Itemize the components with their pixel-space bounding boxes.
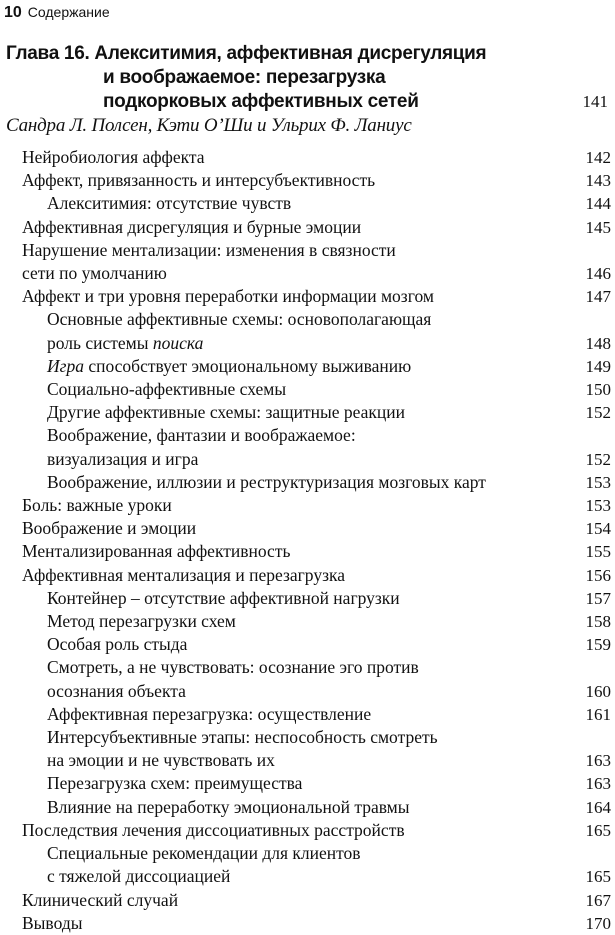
- toc-entry: [0, 494, 615, 517]
- toc-page-number: 165: [585, 867, 611, 887]
- toc-page-number: 163: [585, 751, 611, 771]
- toc-entry-title-cont: [47, 332, 615, 355]
- toc-entry-title: Последствия лечения диссоциативных расстройств: [22, 819, 405, 840]
- toc-entry-title: Нейробиология аффекта: [22, 147, 205, 167]
- toc-list: [0, 146, 615, 935]
- toc-entry-title: [47, 355, 615, 378]
- toc-entry: [0, 169, 615, 192]
- toc-page-number: 167: [585, 890, 611, 910]
- toc-entry-title: Метод перезагрузки схем: [47, 611, 236, 632]
- toc-entry-title: Аффект, привязанность и интерсубъективность: [22, 170, 376, 191]
- toc-entry: [0, 146, 615, 169]
- toc-entry: [0, 889, 615, 912]
- toc-entry-title-cont: сети по умолчанию: [22, 263, 167, 284]
- toc-entry: [0, 192, 615, 215]
- toc-entry-title-cont: на эмоции и не чувствовать их: [47, 750, 275, 771]
- toc-entry: [0, 633, 615, 656]
- toc-entry: [0, 587, 615, 610]
- toc-entry-title: Особая роль стыда: [47, 634, 188, 655]
- section-title: Содержание: [27, 4, 110, 20]
- toc-entry: [0, 796, 615, 819]
- toc-entry: [0, 610, 615, 633]
- toc-entry: [0, 239, 615, 285]
- toc-entry-italic: поиска: [152, 332, 204, 353]
- toc-entry-title: Ментализированная аффективность: [22, 541, 291, 562]
- toc-page-number: 170: [585, 913, 611, 933]
- toc-entry: [0, 819, 615, 842]
- toc-entry-title: Аффективная перезагрузка: осуществление: [47, 703, 372, 724]
- toc-page-number: 142: [585, 148, 611, 167]
- toc-entry: [0, 471, 615, 494]
- toc-page-number: 154: [585, 519, 611, 539]
- chapter-page-number: 141: [582, 92, 608, 111]
- toc-entry: [0, 285, 615, 308]
- toc-entry-title: Воображение, фантазии и воображаемое:: [47, 425, 356, 446]
- toc-entry: [0, 912, 615, 935]
- toc-page-number: 161: [585, 704, 611, 724]
- toc-entry-title-cont: осознания объекта: [47, 680, 186, 701]
- toc-entry-title: Смотреть, а не чувствовать: осознание эго против: [47, 657, 419, 678]
- chapter-title-line: Глава 16. Алекситимия, аффективная дисрегуляция: [6, 43, 487, 64]
- toc-entry-text: роль системы: [47, 332, 149, 353]
- toc-page-number: 144: [585, 194, 611, 214]
- toc-entry-title: Клинический случай: [22, 889, 179, 910]
- toc-entry-title-cont: визуализация и игра: [47, 448, 199, 469]
- toc-entry-title: Интерсубъективные этапы: неспособность смотреть: [47, 727, 438, 748]
- chapter-title-line: [6, 90, 610, 114]
- toc-entry-title-cont: с тяжелой диссоциацией: [47, 866, 231, 887]
- toc-entry: [0, 308, 615, 354]
- toc-entry: [0, 726, 615, 772]
- toc-page-number: 158: [585, 612, 611, 632]
- toc-entry-title: Влияние на переработку эмоциональной травмы: [47, 796, 410, 817]
- toc-page-number: 148: [585, 333, 611, 353]
- toc-entry: [0, 401, 615, 424]
- chapter-title-line: и воображаемое: перезагрузка: [103, 67, 386, 88]
- toc-entry-title: Воображение и эмоции: [22, 518, 197, 539]
- toc-entry-title: Выводы: [22, 912, 83, 933]
- toc-entry: [0, 517, 615, 540]
- toc-page-number: 157: [585, 588, 611, 608]
- toc-page-number: 165: [585, 820, 611, 840]
- toc-page-number: 155: [585, 542, 611, 562]
- toc-entry-title: Алекситимия: отсутствие чувств: [47, 193, 292, 214]
- toc-entry: [0, 564, 615, 587]
- toc-entry-title: Основные аффективные схемы: основополагающая: [47, 309, 432, 330]
- running-head: [4, 0, 110, 24]
- toc-page-number: 145: [585, 217, 611, 237]
- toc-entry-title: Аффект и три уровня переработки информации мозгом: [22, 286, 434, 307]
- toc-entry: [0, 378, 615, 401]
- chapter-title-text: подкорковых аффективных сетей: [103, 91, 419, 112]
- chapter-heading: [6, 42, 610, 114]
- toc-page-number: 156: [585, 565, 611, 585]
- toc-page-number: 149: [585, 356, 611, 376]
- toc-entry-title: Перезагрузка схем: преимущества: [47, 773, 303, 794]
- toc-entry-title: Воображение, иллюзии и реструктуризация мозговых карт: [47, 471, 486, 492]
- toc-entry-title: Аффективная ментализация и перезагрузка: [22, 564, 345, 585]
- toc-page-number: 153: [585, 472, 611, 492]
- toc-entry: [0, 216, 615, 239]
- toc-page-number: 152: [585, 403, 611, 423]
- toc-page-number: 147: [585, 287, 611, 307]
- toc-page-number: 159: [585, 635, 611, 655]
- toc-page-number: 163: [585, 774, 611, 794]
- toc-page-number: 143: [585, 171, 611, 191]
- toc-entry-title: Нарушение ментализации: изменения в связности: [22, 239, 396, 260]
- toc-page-number: 160: [585, 681, 611, 701]
- toc-entry-title: Аффективная дисрегуляция и бурные эмоции: [22, 216, 362, 237]
- toc-entry-text: способствует эмоциональному выживанию: [83, 355, 412, 376]
- toc-entry: [0, 703, 615, 726]
- toc-entry-title: Специальные рекомендации для клиентов: [47, 843, 361, 864]
- toc-entry-title: Социально-аффективные схемы: [47, 379, 287, 400]
- toc-page-number: 153: [585, 496, 611, 516]
- toc-entry: [0, 656, 615, 702]
- toc-entry-italic: Игра: [47, 355, 84, 376]
- toc-entry: [0, 355, 615, 378]
- toc-entry: [0, 424, 615, 470]
- toc-page-number: 152: [585, 449, 611, 469]
- toc-entry-title: Боль: важные уроки: [22, 495, 172, 516]
- toc-entry-title: Другие аффективные схемы: защитные реакции: [47, 402, 406, 423]
- chapter-authors: Сандра Л. Полсен, Кэти О’Ши и Ульрих Ф. Ланиус: [6, 115, 412, 136]
- toc-page-number: 150: [585, 380, 611, 400]
- toc-page-number: 164: [585, 797, 611, 817]
- page-number: 10: [4, 4, 22, 21]
- toc-page-number: 146: [585, 264, 611, 284]
- toc-entry-title: Контейнер – отсутствие аффективной нагрузки: [47, 587, 400, 608]
- toc-entry: [0, 540, 615, 563]
- toc-entry: [0, 772, 615, 795]
- toc-entry: [0, 842, 615, 888]
